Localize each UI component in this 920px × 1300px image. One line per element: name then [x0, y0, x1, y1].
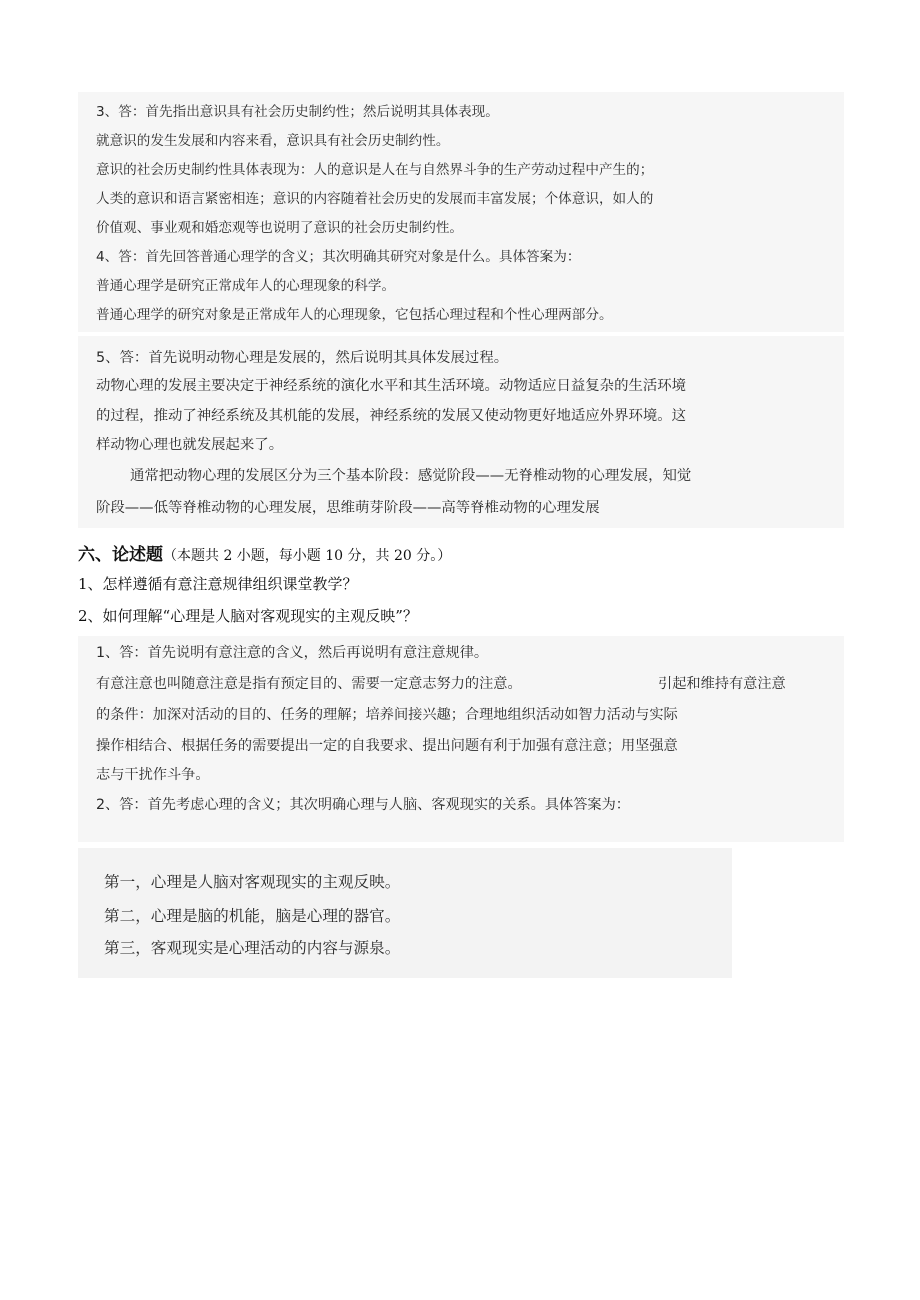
answer-scan-5	[78, 336, 844, 528]
answer-line: 3、答：首先指出意识具有社会历史制约性；然后说明其具体表现。	[96, 104, 499, 120]
answer-line: 动物心理的发展主要决定于神经系统的演化水平和其生活环境。动物适应日益复杂的生活环境	[96, 378, 687, 394]
answer-line: 第二，心理是脑的机能，脑是心理的器官。	[104, 907, 401, 925]
answer-line: 通常把动物心理的发展区分为三个基本阶段：感觉阶段——无脊椎动物的心理发展，知觉	[130, 468, 692, 484]
answer-line: 志与干扰作斗争。	[96, 767, 210, 783]
answer-line: 人类的意识和语言紧密相连；意识的内容随着社会历史的发展而丰富发展；个体意识，如人的	[96, 191, 654, 207]
essay-question: 2、如何理解“心理是人脑对客观现实的主观反映”？	[78, 607, 418, 625]
answer-scan-3-4	[78, 92, 844, 332]
answer-line: 操作相结合、根据任务的需要提出一定的自我要求、提出问题有利于加强有意注意；用坚强意	[96, 738, 678, 754]
section-heading	[78, 540, 451, 565]
answer-line: 第三，客观现实是心理活动的内容与源泉。	[104, 939, 401, 957]
answer-line: 第一，心理是人脑对客观现实的主观反映。	[104, 873, 401, 891]
answer-line: 2、答：首先考虑心理的含义；其次明确心理与人脑、客观现实的关系。具体答案为：	[96, 797, 630, 813]
answer-line: 引起和维持有意注意	[658, 676, 786, 692]
answer-line: 普通心理学是研究正常成年人的心理现象的科学。	[96, 278, 396, 294]
answer-line: 价值观、事业观和婚恋观等也说明了意识的社会历史制约性。	[96, 220, 464, 236]
section-note: （本题共 2 小题，每小题 10 分，共 20 分。）	[163, 548, 452, 564]
answer-line: 1、答：首先说明有意注意的含义，然后再说明有意注意规律。	[96, 645, 489, 661]
answer-line: 就意识的发生发展和内容来看，意识具有社会历史制约性。	[96, 133, 450, 149]
answer-line: 意识的社会历史制约性具体表现为：人的意识是人在与自然界斗争的生产劳动过程中产生的；	[96, 162, 654, 178]
answer-scan-essay	[78, 636, 844, 842]
essay-question: 1、怎样遵循有意注意规律组织课堂教学？	[78, 575, 358, 593]
answer-line: 5、答：首先说明动物心理是发展的，然后说明其具体发展过程。	[96, 350, 509, 366]
answer-line: 4、答：首先回答普通心理学的含义；其次明确其研究对象是什么。具体答案为：	[96, 249, 581, 265]
answer-line: 有意注意也叫随意注意是指有预定目的、需要一定意志努力的注意。	[96, 676, 522, 692]
answer-line: 的过程，推动了神经系统及其机能的发展，神经系统的发展又使动物更好地适应外界环境。这	[96, 408, 687, 424]
answer-line: 普通心理学的研究对象是正常成年人的心理现象，它包括心理过程和个性心理两部分。	[96, 307, 613, 323]
answer-line: 的条件：加深对活动的目的、任务的理解；培养间接兴趣；合理地组织活动如智力活动与实际	[96, 707, 678, 723]
answer-line: 阶段——低等脊椎动物的心理发展，思维萌芽阶段——高等脊椎动物的心理发展	[96, 500, 600, 516]
answer-line: 样动物心理也就发展起来了。	[96, 437, 284, 453]
answer-scan-points	[78, 848, 732, 978]
section-title: 六、论述题	[78, 545, 163, 565]
